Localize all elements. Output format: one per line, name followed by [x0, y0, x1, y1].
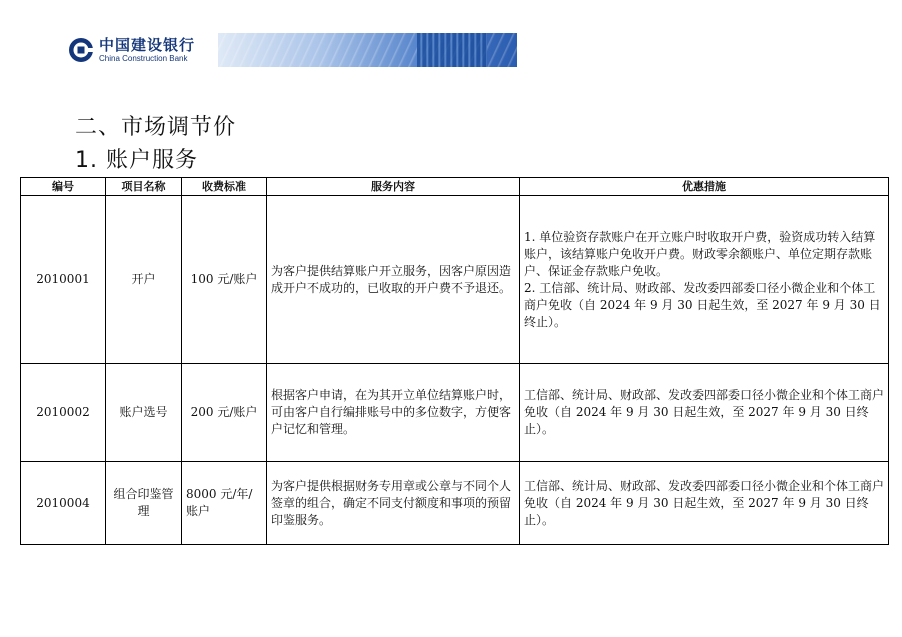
table-row	[21, 364, 889, 462]
table-header-row	[21, 178, 889, 196]
column-header-discount: 优惠措施	[520, 178, 889, 196]
banner-image	[218, 33, 517, 67]
table-row	[21, 462, 889, 545]
cell-name: 组合印鉴管理	[106, 462, 182, 545]
logo-chinese-name: 中国建设银行	[99, 35, 196, 54]
cell-discount: 工信部、统计局、财政部、发改委四部委口径小微企业和个体工商户免收（自 2024 年 9 月 30 日起生效，至 2027 年 9 月 30 日终止）。	[520, 462, 889, 545]
fee-table	[20, 177, 889, 545]
cell-discount: 工信部、统计局、财政部、发改委四部委口径小微企业和个体工商户免收（自 2024 年 9 月 30 日起生效，至 2027 年 9 月 30 日终止）。	[520, 364, 889, 462]
column-header-content: 服务内容	[267, 178, 520, 196]
sub-title: 1. 账户服务	[75, 148, 198, 173]
cell-content: 为客户提供根据财务专用章或公章与不同个人签章的组合，确定不同支付额度和事项的预留印鉴服务。	[267, 462, 520, 545]
header-banner	[66, 33, 517, 67]
logo-english-name: China Construction Bank	[99, 53, 188, 63]
bank-logo	[66, 33, 218, 67]
cell-fee: 100 元/账户	[182, 196, 267, 364]
column-header-code: 编号	[21, 178, 106, 196]
column-header-name: 项目名称	[106, 178, 182, 196]
cell-content: 为客户提供结算账户开立服务，因客户原因造成开户不成功的，已收取的开户费不予退还。	[267, 196, 520, 364]
cell-name: 账户选号	[106, 364, 182, 462]
cell-code: 2010002	[21, 364, 106, 462]
cell-name: 开户	[106, 196, 182, 364]
cell-fee: 200 元/账户	[182, 364, 267, 462]
section-title: 二、市场调节价	[75, 115, 237, 140]
cell-fee: 8000 元/年/账户	[182, 462, 267, 545]
ccb-logo-icon	[68, 37, 94, 63]
column-header-fee: 收费标准	[182, 178, 267, 196]
cell-content: 根据客户申请，在为其开立单位结算账户时，可由客户自行编排账号中的多位数字，方便客户记忆和管理。	[267, 364, 520, 462]
cell-discount: 1. 单位验资存款账户在开立账户时收取开户费，验资成功转入结算账户，该结算账户免收开户费。财政零余额账户、单位定期存款账户、保证金存款账户免收。 2. 工信部、统计局、财政部、发改委四部委口径小微企业和个体工商户免收（自 2024 年 9 月 30 日起生效，至 2027 年 9 月 30 日终止）。	[520, 196, 889, 364]
cell-code: 2010004	[21, 462, 106, 545]
cell-code: 2010001	[21, 196, 106, 364]
table-row	[21, 196, 889, 364]
